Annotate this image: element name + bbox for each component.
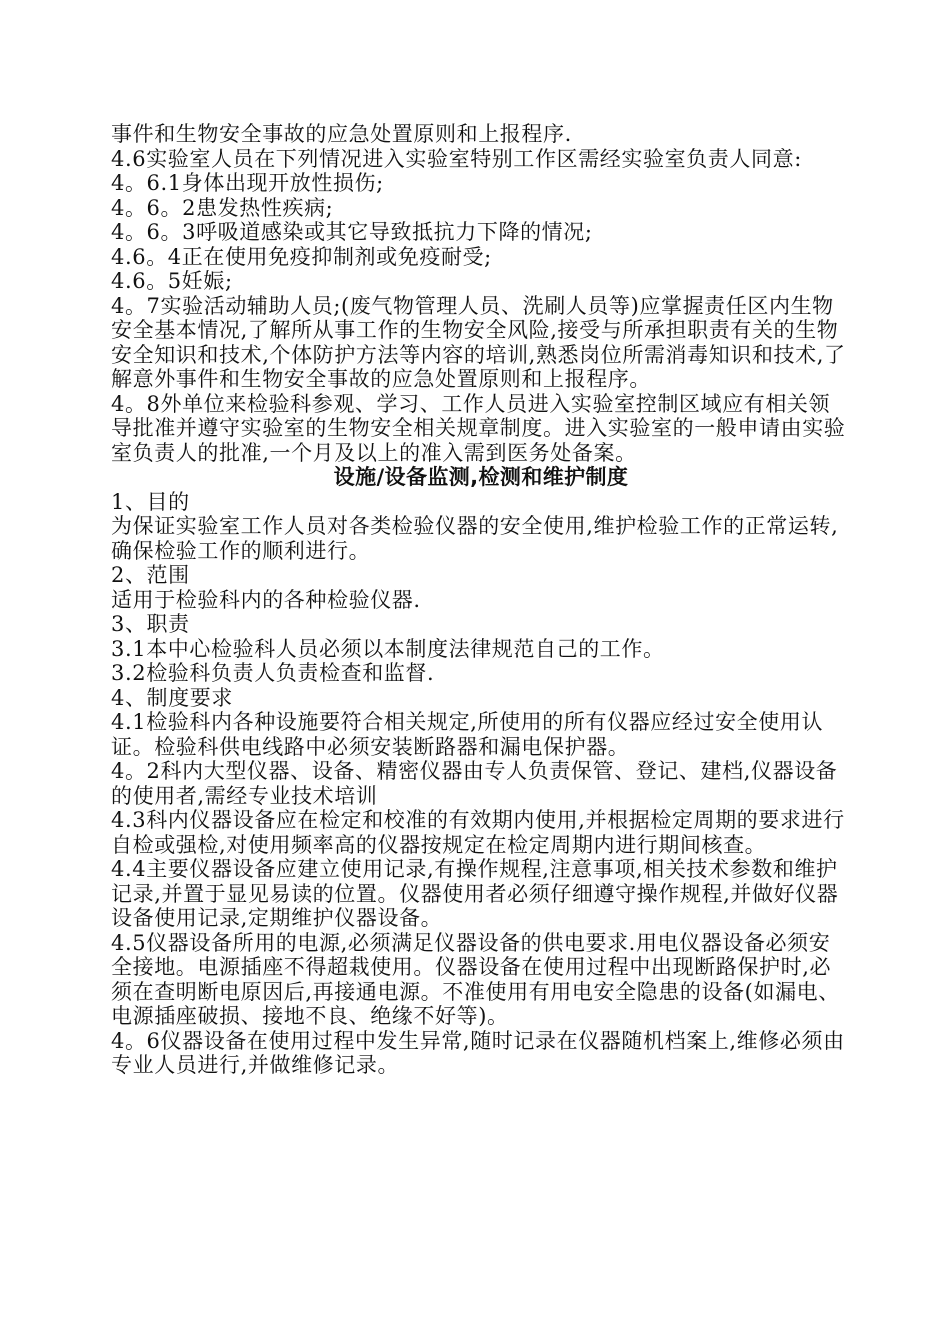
paragraph: 4。6仪器设备在使用过程中发生异常,随时记录在仪器随机档案上,维修必须由专业人员进行,并做维修记录。 [111,1028,845,1077]
paragraph: 为保证实验室工作人员对各类检验仪器的安全使用,维护检验工作的正常运转,确保检验工作的顺利进行。 [111,514,839,563]
paragraph: 适用于检验科内的各种检验仪器. [111,587,421,612]
paragraph: 4.6实验室人员在下列情况进入实验室特别工作区需经实验室负责人同意: [111,146,802,171]
paragraph: 4。2科内大型仪器、设备、精密仪器由专人负责保管、登记、建档,仪器设备的使用者,需经专业技术培训 [111,759,838,808]
paragraph: 3.1本中心检验科人员必须以本制度法律规范自己的工作。 [111,636,665,661]
paragraph: 4.3科内仪器设备应在检定和校准的有效期内使用,并根据检定周期的要求进行自检或强检,对使用频率高的仪器按规定在检定周期内进行期间核查。 [111,808,845,857]
section-title: 3、职责 [111,612,190,636]
paragraph: 4。6。2患发热性疾病; [111,195,334,220]
paragraph: 4.4主要仪器设备应建立使用记录,有操作规程,注意事项,相关技术参数和维护记录,并置于显见易读的位置。仪器使用者必须仔细遵守操作规程,并做好仪器设备使用记录,定期维护仪器设备。 [111,857,839,930]
paragraph: 4。6.1身体出现开放性损伤; [111,171,384,195]
paragraph: 3.2检验科负责人负责检查和监督. [111,661,435,685]
section-heading: 设施/设备监测,检测和维护制度 [333,465,629,489]
section-title: 4、制度要求 [111,685,233,710]
paragraph: 事件和生物安全事故的应急处置原则和上报程序. [111,122,572,146]
section-title: 1、目的 [111,489,190,514]
paragraph: 4。8外单位来检验科参观、学习、工作人员进入实验室控制区域应有相关领导批准并遵守实验室的生物安全相关规章制度。进入实验室的一般申请由实验室负责人的批准,一个月及以上的准入需到医务处备案。 [111,391,846,465]
paragraph: 4.1检验科内各种设施要符合相关规定,所使用的所有仪器应经过安全使用认证。检验科供电线路中必须安装断路器和漏电保护器。 [111,710,824,759]
paragraph: 4.6。5妊娠; [111,269,233,293]
paragraph: 4.6。4正在使用免疫抑制剂或免疫耐受; [111,244,492,269]
paragraph: 4。6。3呼吸道感染或其它导致抵抗力下降的情况; [111,220,593,244]
document-body [111,122,851,1078]
paragraph: 4。7实验活动辅助人员;(废气物管理人员、洗刷人员等)应掌握责任区内生物安全基本情况,了解所从事工作的生物安全风险,接受与所承担职责有关的生物安全知识和技术,个体防护方法等内容的培训,熟悉岗位所需消毒知识和技术,了解意外事件和生物安全事故的应急处置原则和上报程序。 [111,293,846,391]
paragraph: 4.5仪器设备所用的电源,必须满足仪器设备的供电要求.用电仪器设备必须安全接地。电源插座不得超栽使用。仪器设备在使用过程中出现断路保护时,必须在查明断电原因后,再接通电源。不准使用有用电安全隐患的设备(如漏电、电源插座破损、接地不良、绝缘不好等)。 [111,930,840,1028]
section-title: 2、范围 [111,563,190,587]
